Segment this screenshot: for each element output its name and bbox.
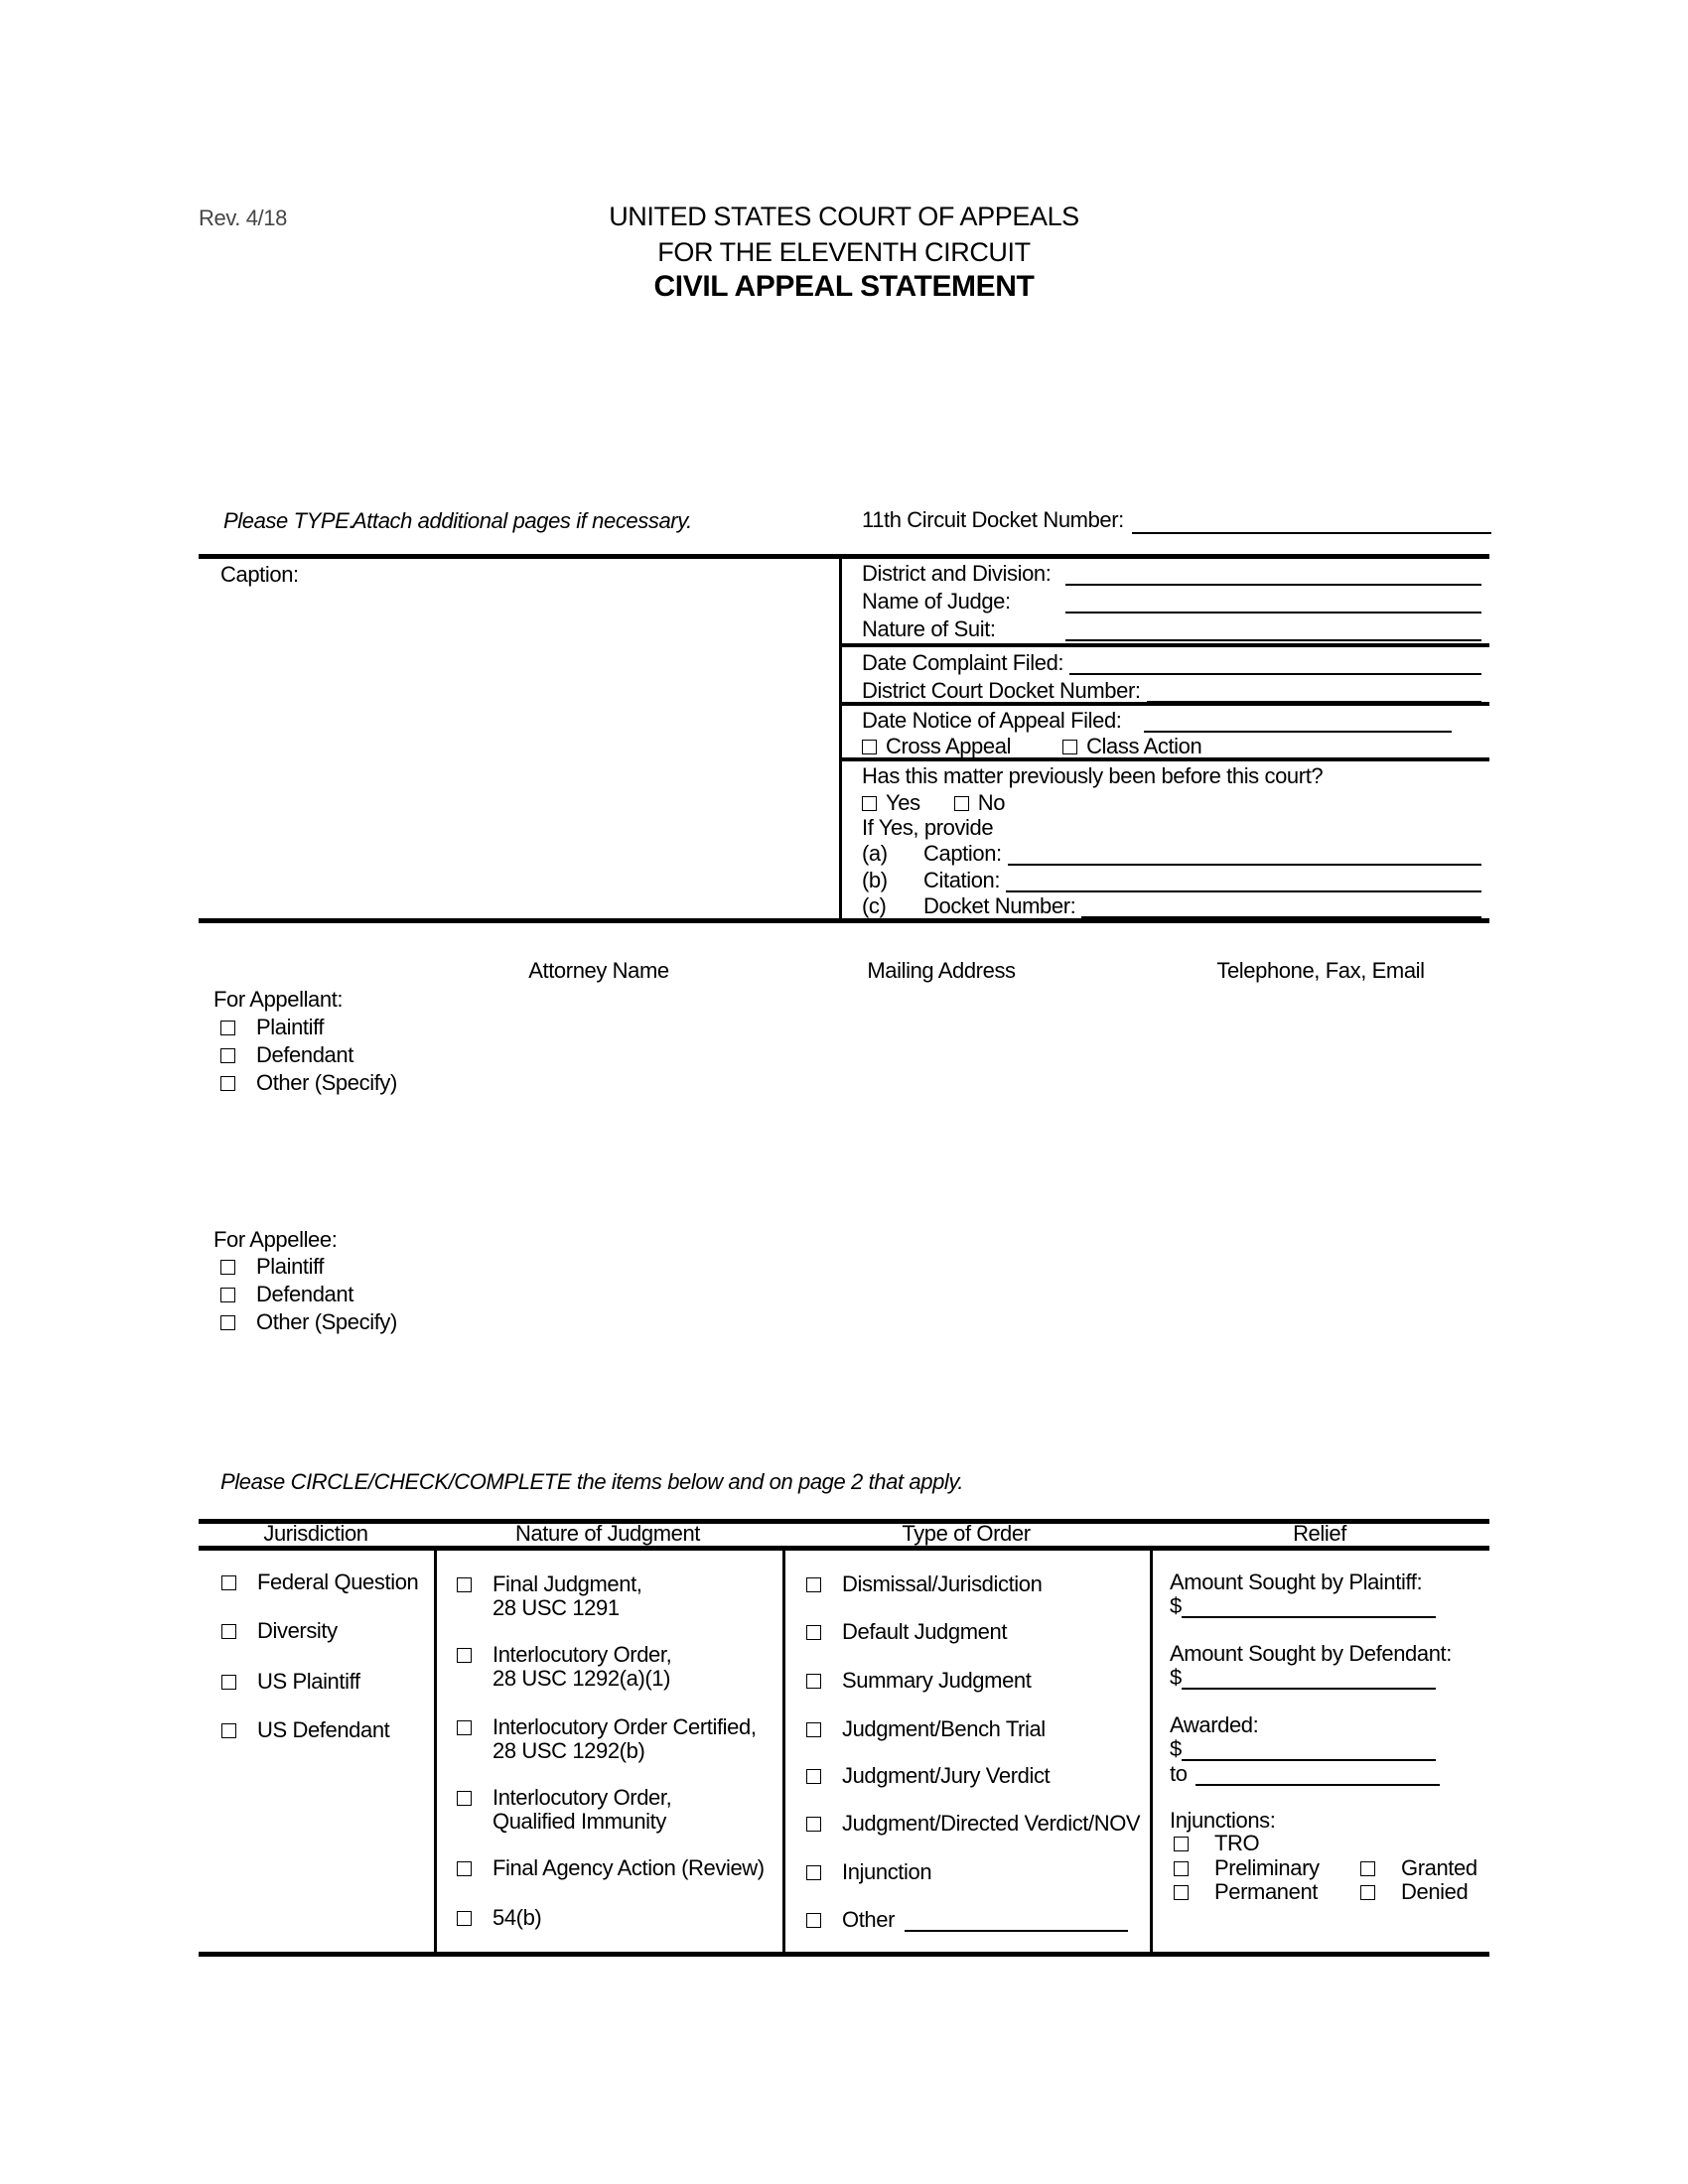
previous-citation-label: Citation: xyxy=(923,868,1001,892)
nature-final-judgment-line1: Final Judgment, xyxy=(492,1571,642,1596)
relief-header: Relief xyxy=(1293,1521,1346,1546)
appellant-other-row xyxy=(220,1071,397,1095)
amount-plaintiff-label: Amount Sought by Plaintiff: xyxy=(1170,1570,1423,1594)
appeal-filed-row xyxy=(862,709,1481,733)
if-yes-provide-label: If Yes, provide xyxy=(862,815,994,840)
previous-citation-row xyxy=(862,869,1481,892)
dollar-sign-awarded: $ xyxy=(1170,1736,1182,1761)
appellee-defendant-label: Defendant xyxy=(256,1282,353,1306)
relief-tro-checkbox[interactable] xyxy=(1174,1837,1189,1851)
please-type-note: Please TYPE. xyxy=(223,508,355,533)
item-a-prefix: (a) xyxy=(862,841,888,866)
appellee-defendant-row xyxy=(220,1283,353,1306)
nature-interlocutory-certified-checkbox[interactable] xyxy=(457,1720,472,1735)
dollar-sign-plaintiff: $ xyxy=(1170,1593,1182,1618)
awarded-to-field[interactable] xyxy=(1196,1764,1440,1786)
judge-name-field[interactable] xyxy=(1065,590,1481,614)
order-directed-verdict-label: Judgment/Directed Verdict/NOV xyxy=(842,1811,1141,1836)
order-summary-judgment-checkbox[interactable] xyxy=(806,1674,821,1689)
jurisdiction-federal-question-label: Federal Question xyxy=(257,1570,419,1594)
nature-final-agency-action-row xyxy=(457,1856,765,1880)
caption-box-divider xyxy=(839,554,842,923)
injunctions-label: Injunctions: xyxy=(1170,1808,1276,1833)
previous-yes-no-row xyxy=(862,791,1005,815)
previous-caption-row xyxy=(862,842,1481,866)
previous-yes-label: Yes xyxy=(886,790,920,815)
attorney-name-header: Attorney Name xyxy=(528,958,669,983)
appellee-other-checkbox[interactable] xyxy=(220,1315,235,1330)
jurisdiction-federal-question-checkbox[interactable] xyxy=(221,1575,236,1590)
caption-entry-area[interactable] xyxy=(202,559,835,914)
appellant-plaintiff-row xyxy=(220,1016,324,1039)
judge-name-label: Name of Judge: xyxy=(862,589,1011,614)
section-divider-1 xyxy=(842,643,1489,647)
nature-interlocutory-certified-row xyxy=(457,1715,757,1763)
relief-denied-label: Denied xyxy=(1401,1879,1469,1904)
order-default-judgment-checkbox[interactable] xyxy=(806,1625,821,1640)
mailing-address-header: Mailing Address xyxy=(867,958,1016,983)
jurisdiction-diversity-label: Diversity xyxy=(257,1618,338,1643)
relief-preliminary-label: Preliminary xyxy=(1214,1855,1320,1880)
district-docket-label: District Court Docket Number: xyxy=(862,678,1141,703)
order-bench-trial-row xyxy=(806,1717,1046,1741)
order-summary-judgment-row xyxy=(806,1669,1031,1693)
nature-final-agency-action-checkbox[interactable] xyxy=(457,1861,472,1876)
appellant-defendant-row xyxy=(220,1043,353,1067)
amount-defendant-field[interactable] xyxy=(1182,1668,1436,1690)
district-docket-field[interactable] xyxy=(1147,679,1481,703)
circuit-docket-label: 11th Circuit Docket Number: xyxy=(862,507,1124,532)
caption-label: Caption: xyxy=(220,562,299,587)
circle-check-note: Please CIRCLE/CHECK/COMPLETE the items below and on page 2 that apply. xyxy=(220,1469,964,1494)
order-injunction-row xyxy=(806,1860,931,1884)
order-dismissal-checkbox[interactable] xyxy=(806,1577,821,1592)
amount-plaintiff-field[interactable] xyxy=(1182,1596,1436,1618)
attach-pages-note: Attach additional pages if necessary. xyxy=(352,508,692,533)
previous-docket-row xyxy=(862,894,1481,918)
order-other-checkbox[interactable] xyxy=(806,1913,821,1928)
appellant-defendant-label: Defendant xyxy=(256,1042,353,1067)
order-directed-verdict-row xyxy=(806,1812,1140,1836)
previous-no-label: No xyxy=(977,790,1006,815)
jurisdiction-us-defendant-checkbox[interactable] xyxy=(221,1723,236,1738)
jurisdiction-diversity-checkbox[interactable] xyxy=(221,1624,236,1639)
appellee-other-row xyxy=(220,1310,397,1334)
revision-label: Rev. 4/18 xyxy=(199,205,287,230)
nature-of-suit-label: Nature of Suit: xyxy=(862,616,996,641)
appellee-other-label: Other (Specify) xyxy=(256,1309,397,1334)
order-other-label: Other xyxy=(842,1907,896,1932)
nature-interlocutory-order-line2: 28 USC 1292(a)(1) xyxy=(492,1666,671,1691)
district-division-label: District and Division: xyxy=(862,561,1052,586)
nature-interlocutory-order-row xyxy=(457,1643,671,1691)
previous-caption-label: Caption: xyxy=(923,841,1002,866)
amount-defendant-row xyxy=(1170,1666,1436,1690)
awarded-to-row xyxy=(1170,1762,1440,1786)
order-other-field[interactable] xyxy=(905,1910,1128,1932)
table-divider-3 xyxy=(1150,1551,1153,1952)
appellee-plaintiff-label: Plaintiff xyxy=(256,1254,325,1279)
order-injunction-checkbox[interactable] xyxy=(806,1865,821,1880)
district-docket-row xyxy=(862,679,1481,703)
previous-citation-field[interactable] xyxy=(1006,869,1481,892)
nature-qualified-immunity-checkbox[interactable] xyxy=(457,1791,472,1806)
nature-interlocutory-order-checkbox[interactable] xyxy=(457,1648,472,1663)
relief-granted-row xyxy=(1360,1856,1477,1880)
relief-granted-label: Granted xyxy=(1401,1855,1477,1880)
order-jury-verdict-checkbox[interactable] xyxy=(806,1769,821,1784)
jurisdiction-us-plaintiff-checkbox[interactable] xyxy=(221,1675,236,1690)
appellee-plaintiff-checkbox[interactable] xyxy=(220,1260,235,1275)
order-default-judgment-row xyxy=(806,1620,1007,1644)
order-jury-verdict-label: Judgment/Jury Verdict xyxy=(842,1763,1051,1788)
cross-appeal-label: Cross Appeal xyxy=(886,734,1012,758)
district-division-row xyxy=(862,562,1481,586)
order-default-judgment-label: Default Judgment xyxy=(842,1619,1008,1644)
awarded-to-label: to xyxy=(1170,1761,1188,1786)
order-other-row xyxy=(806,1908,1128,1932)
previous-docket-label: Docket Number: xyxy=(923,893,1076,918)
awarded-label: Awarded: xyxy=(1170,1712,1259,1737)
nature-final-judgment-line2: 28 USC 1291 xyxy=(492,1595,620,1620)
nature-qualified-immunity-line1: Interlocutory Order, xyxy=(492,1785,672,1810)
telephone-fax-email-header: Telephone, Fax, Email xyxy=(1216,958,1425,983)
for-appellant-label: For Appellant: xyxy=(213,987,344,1012)
jurisdiction-us-defendant-row xyxy=(221,1718,389,1742)
appellee-plaintiff-row xyxy=(220,1255,324,1279)
appellee-defendant-checkbox[interactable] xyxy=(220,1288,235,1302)
nature-of-judgment-header: Nature of Judgment xyxy=(514,1521,701,1546)
complaint-filed-label: Date Complaint Filed: xyxy=(862,650,1064,675)
nature-final-agency-action-label: Final Agency Action (Review) xyxy=(492,1855,765,1880)
court-title-line2: FOR THE ELEVENTH CIRCUIT xyxy=(657,237,1031,267)
nature-interlocutory-certified-line2: 28 USC 1292(b) xyxy=(492,1738,645,1763)
previous-caption-field[interactable] xyxy=(1008,842,1481,866)
order-injunction-label: Injunction xyxy=(842,1859,932,1884)
order-dismissal-row xyxy=(806,1572,1042,1596)
nature-interlocutory-certified-line1: Interlocutory Order Certified, xyxy=(492,1714,757,1739)
nature-qualified-immunity-line2: Qualified Immunity xyxy=(492,1809,666,1834)
amount-defendant-label: Amount Sought by Defendant: xyxy=(1170,1641,1452,1666)
appellant-other-label: Other (Specify) xyxy=(256,1070,397,1095)
type-of-order-header: Type of Order xyxy=(902,1521,1031,1546)
order-jury-verdict-row xyxy=(806,1764,1050,1788)
nature-54b-checkbox[interactable] xyxy=(457,1911,472,1926)
cross-appeal-checkbox[interactable] xyxy=(862,740,877,754)
form-title: CIVIL APPEAL STATEMENT xyxy=(653,270,1035,303)
order-directed-verdict-checkbox[interactable] xyxy=(806,1817,821,1832)
table-header-underline xyxy=(199,1546,1489,1551)
order-summary-judgment-label: Summary Judgment xyxy=(842,1668,1032,1693)
jurisdiction-federal-question-row xyxy=(221,1570,418,1594)
jurisdiction-header: Jurisdiction xyxy=(263,1521,368,1546)
complaint-filed-row xyxy=(862,651,1481,675)
for-appellee-label: For Appellee: xyxy=(213,1227,338,1252)
dollar-sign-defendant: $ xyxy=(1170,1665,1182,1690)
jurisdiction-us-plaintiff-label: US Plaintiff xyxy=(257,1669,360,1694)
order-bench-trial-checkbox[interactable] xyxy=(806,1722,821,1737)
relief-tro-row xyxy=(1174,1832,1259,1855)
relief-denied-row xyxy=(1360,1880,1468,1904)
court-title-line1: UNITED STATES COURT OF APPEALS xyxy=(609,202,1079,231)
nature-interlocutory-order-line1: Interlocutory Order, xyxy=(492,1642,672,1667)
nature-qualified-immunity-row xyxy=(457,1786,671,1834)
circuit-docket-field[interactable] xyxy=(1132,510,1491,534)
relief-denied-checkbox[interactable] xyxy=(1360,1885,1375,1900)
nature-final-judgment-row xyxy=(457,1572,642,1620)
appeal-filed-label: Date Notice of Appeal Filed: xyxy=(862,708,1122,733)
class-action-label: Class Action xyxy=(1086,734,1202,758)
table-divider-2 xyxy=(782,1551,785,1952)
jurisdiction-us-plaintiff-row xyxy=(221,1670,360,1694)
relief-permanent-row xyxy=(1174,1880,1318,1904)
relief-tro-label: TRO xyxy=(1214,1831,1260,1855)
order-bench-trial-label: Judgment/Bench Trial xyxy=(842,1716,1046,1741)
amount-plaintiff-row xyxy=(1170,1594,1436,1618)
order-dismissal-label: Dismissal/Jurisdiction xyxy=(842,1571,1043,1596)
item-c-prefix: (c) xyxy=(862,893,887,918)
nature-of-suit-field[interactable] xyxy=(1065,617,1481,641)
table-bottom-border xyxy=(199,1952,1489,1957)
appellant-other-checkbox[interactable] xyxy=(220,1076,235,1091)
jurisdiction-diversity-row xyxy=(221,1619,338,1643)
relief-preliminary-row xyxy=(1174,1856,1320,1880)
table-divider-1 xyxy=(434,1551,437,1952)
awarded-amount-row xyxy=(1170,1737,1436,1761)
district-division-field[interactable] xyxy=(1065,562,1481,586)
caption-box-bottom-border xyxy=(199,918,1489,923)
appellant-plaintiff-label: Plaintiff xyxy=(256,1015,325,1039)
judge-name-row xyxy=(862,590,1481,614)
class-action-checkbox[interactable] xyxy=(1062,740,1077,754)
relief-granted-checkbox[interactable] xyxy=(1360,1861,1375,1876)
previous-yes-checkbox[interactable] xyxy=(862,796,877,811)
appellant-plaintiff-checkbox[interactable] xyxy=(220,1021,235,1035)
previous-matter-question: Has this matter previously been before this court? xyxy=(862,763,1324,788)
nature-54b-row xyxy=(457,1906,541,1930)
complaint-filed-field[interactable] xyxy=(1069,651,1481,675)
previous-docket-field[interactable] xyxy=(1081,894,1481,918)
appellant-defendant-checkbox[interactable] xyxy=(220,1048,235,1063)
nature-of-suit-row xyxy=(862,617,1481,641)
nature-final-judgment-checkbox[interactable] xyxy=(457,1577,472,1592)
appeal-filed-field[interactable] xyxy=(1144,709,1452,733)
awarded-amount-field[interactable] xyxy=(1182,1739,1436,1761)
relief-preliminary-checkbox[interactable] xyxy=(1174,1861,1189,1876)
relief-permanent-label: Permanent xyxy=(1214,1879,1319,1904)
cross-appeal-class-action-row xyxy=(862,735,1201,758)
item-b-prefix: (b) xyxy=(862,868,888,892)
jurisdiction-us-defendant-label: US Defendant xyxy=(257,1717,390,1742)
relief-permanent-checkbox[interactable] xyxy=(1174,1885,1189,1900)
nature-54b-label: 54(b) xyxy=(492,1905,542,1930)
previous-no-checkbox[interactable] xyxy=(954,796,969,811)
